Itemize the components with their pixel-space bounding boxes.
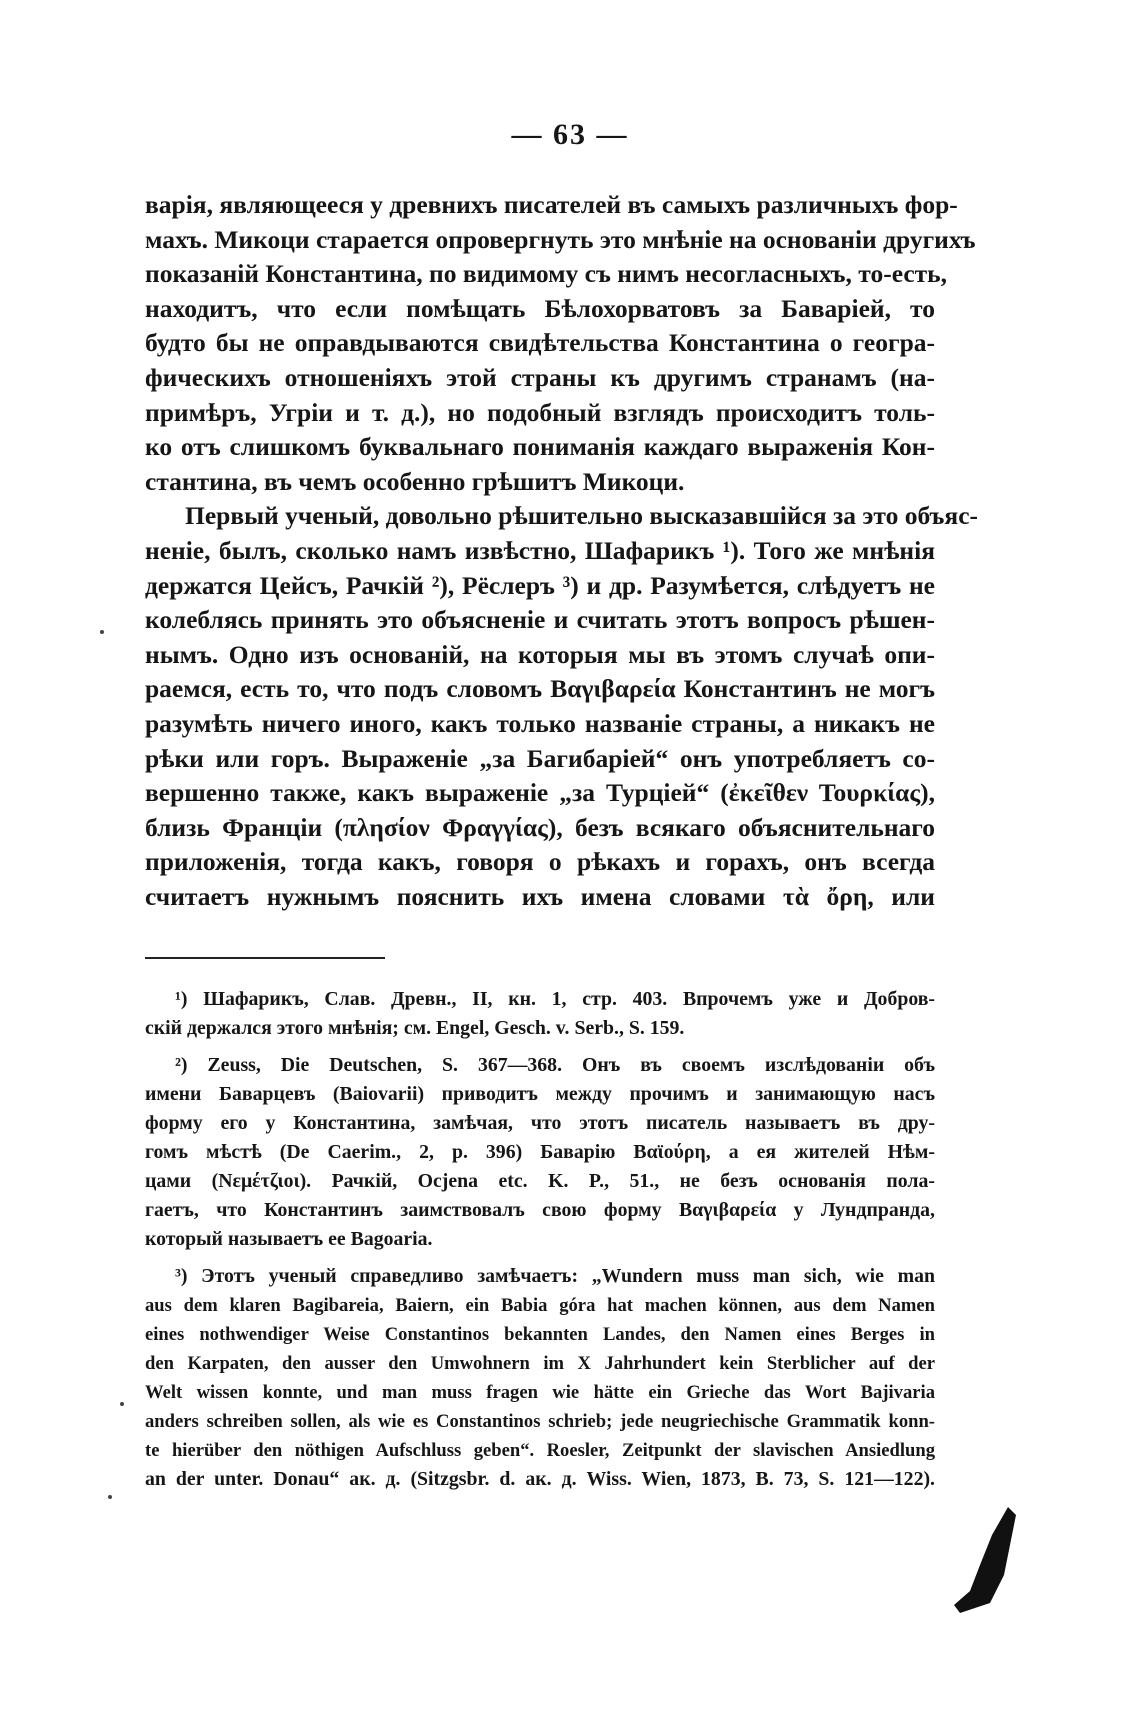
text-line: будто бы не оправдываются свидѣтельства Константина о геогра- <box>145 328 935 358</box>
footnote-line: anders schreiben sollen, als wie es Constantinos schrieb; jede neugriechische Grammatik konn- <box>145 1411 935 1432</box>
footnote-3 <box>145 1262 935 1494</box>
footnote-line: имени Баварцевъ (Baiovarii) приводитъ между прочимъ и занимающую насъ <box>145 1083 935 1105</box>
text-line: разумѣть ничего иного, какъ только названіе страны, а никакъ не <box>145 708 935 738</box>
text-line: близь Франціи (πλησίον Φραγγίας), безъ всякаго объяснительнаго <box>145 812 935 842</box>
footnote-line: гомъ мѣстѣ (De Caerim., 2, p. 396) Баварію Βαϊούρη, а ея жителей Нѣм- <box>145 1141 935 1163</box>
text-line: находитъ, что если помѣщать Бѣлохорватовъ за Баваріей, то <box>145 293 935 323</box>
footnote-divider <box>145 957 385 959</box>
main-text <box>145 188 979 914</box>
text-line: примѣръ, Угріи и т. д.), но подобный взглядъ происходитъ толь- <box>145 397 935 427</box>
text-line: стантина, въ чемъ особенно грѣшитъ Микоци. <box>145 466 685 496</box>
footnote-line: форму его у Константина, замѣчая, что этотъ писатель называетъ въ дру- <box>145 1112 935 1134</box>
footnote-line: Welt wissen konnte, und man muss fragen wie hätte ein Grieche das Wort Bajivaria <box>145 1382 935 1403</box>
ink-smudge-icon <box>950 1505 1020 1615</box>
scan-speck <box>120 1402 124 1406</box>
footnote-line: ³) Этотъ ученый справедливо замѣчаетъ: „Wundern muss man sich, wie man <box>175 1265 935 1287</box>
footnote-line: eines nothwendiger Weise Constantinos bekannten Landes, den Namen eines Berges in <box>145 1324 935 1345</box>
footnote-1 <box>145 985 935 1043</box>
text-line: неніе, былъ, сколько намъ извѣстно, Шафарикъ ¹). Того же мнѣнія <box>145 535 935 565</box>
scan-speck <box>108 1495 112 1499</box>
text-line: держатся Цейсъ, Рачкій ²), Рёслеръ ³) и др. Разумѣется, слѣдуетъ не <box>145 570 935 600</box>
text-line: вершенно также, какъ выраженіе „за Турціей“ (ἐκεῖθεν Τουρκίας), <box>145 778 935 808</box>
text-line: махъ. Микоци старается опровергнуть это мнѣніе на основаніи другихъ <box>145 224 976 254</box>
text-line: нымъ. Одно изъ основаній, на которыя мы въ этомъ случаѣ опи- <box>145 639 935 669</box>
text-line: ко отъ слишкомъ буквальнаго пониманія каждаго выраженія Кон- <box>145 432 935 462</box>
footnote-2 <box>145 1051 935 1254</box>
text-line: фическихъ отношеніяхъ этой страны къ другимъ странамъ (на- <box>145 362 935 392</box>
footnote-line: aus dem klaren Bagibareia, Baiern, ein Babia góra hat machen können, aus dem Namen <box>145 1295 935 1316</box>
footnote-line: te hierüber den nöthigen Aufschluss geben“. Roesler, Zeitpunkt der slavischen Ansiedlung <box>145 1440 935 1461</box>
footnote-line: den Karpaten, den ausser den Umwohnern im X Jahrhundert kein Sterblicher auf der <box>145 1353 935 1374</box>
footnote-line: цами (Νεμέτζιοι). Рачкій, Ocjena etc. K. P., 51., не безъ основанія пола- <box>145 1170 935 1192</box>
footnote-line: скій держался этого мнѣнія; см. Engel, Gesch. v. Serb., S. 159. <box>145 1017 685 1039</box>
text-line: показаній Константина, по видимому съ нимъ несогласныхъ, то-есть, <box>145 259 948 289</box>
text-line: Первый ученый, довольно рѣшительно высказавшійся за это объяс- <box>185 501 979 531</box>
text-line: приложенія, тогда какъ, говоря о рѣкахъ и горахъ, онъ всегда <box>145 847 935 877</box>
footnote-line: an der unter. Donau“ ак. д. (Sitzgsbr. d. ак. д. Wiss. Wien, 1873, B. 73, S. 121—122). <box>145 1468 935 1490</box>
text-line: колеблясь принять это объясненіе и считать этотъ вопросъ рѣшен- <box>145 605 935 635</box>
page-number: — 63 — <box>511 118 629 151</box>
text-line: варія, являющееся у древнихъ писателей въ самыхъ различныхъ фор- <box>145 190 958 219</box>
footnote-line: который называетъ ее Bagoaria. <box>145 1228 433 1250</box>
footnotes <box>145 985 935 1502</box>
text-line: раемся, есть то, что подъ словомъ Βαγιβαρεία Константинъ не могъ <box>145 674 935 704</box>
footnote-line: гаетъ, что Константинъ заимствовалъ свою форму Βαγιβαρεία у Лундпранда, <box>145 1199 935 1221</box>
scan-speck <box>100 630 104 634</box>
text-line: считаетъ нужнымъ пояснить ихъ имена словами τὰ ὄρη, или <box>145 881 935 911</box>
footnote-line: ²) Zeuss, Die Deutschen, S. 367—368. Онъ въ своемъ изслѣдованіи объ <box>175 1054 935 1076</box>
text-line: рѣки или горъ. Выраженіе „за Багибаріей“ онъ употребляетъ со- <box>145 743 935 773</box>
footnote-line: ¹) Шафарикъ, Слав. Древн., II, кн. 1, стр. 403. Впрочемъ уже и Добров- <box>175 988 935 1010</box>
